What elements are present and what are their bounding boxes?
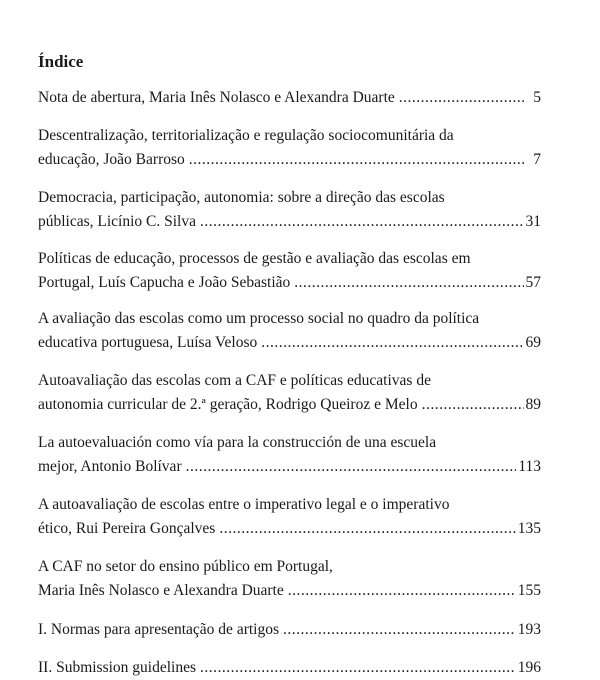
toc-entry-text: mejor, Antonio Bolívar	[38, 458, 182, 475]
dot-leader	[422, 393, 524, 417]
toc-entry-text: Portugal, Luís Capucha e João Sebastião	[38, 274, 291, 291]
toc-entry-text: Nota de abertura, Maria Inês Nolasco e Alexandra Duarte	[38, 89, 395, 106]
toc-entry-last-line	[38, 656, 541, 680]
toc-entry-last-line	[38, 618, 541, 642]
toc-entry-text: Autoavaliação das escolas com a CAF e políticas educativas de	[38, 372, 431, 389]
toc-entry	[38, 431, 541, 479]
toc-entry-text: autonomia curricular de 2.ª geração, Rodrigo Queiroz e Melo	[38, 396, 418, 413]
toc-entry	[38, 656, 541, 680]
dot-leader	[399, 86, 525, 110]
page-number: 7	[533, 151, 541, 168]
toc-entry-text: Democracia, participação, autonomia: sobre a direção das escolas	[38, 189, 445, 206]
toc-entry-text: A autoavaliação de escolas entre o imperativo legal e o imperativo	[38, 496, 450, 513]
toc-entry	[38, 493, 541, 541]
toc-entry	[38, 369, 541, 417]
page-number: 113	[518, 458, 541, 475]
toc-entry-last-line	[38, 455, 541, 479]
toc-entry-text: educação, João Barroso	[38, 151, 185, 168]
toc-entry-text: Políticas de educação, processos de gestão e avaliação das escolas em	[38, 250, 471, 267]
dot-leader	[288, 579, 516, 603]
dot-leader	[283, 618, 516, 642]
page-number: 155	[517, 582, 541, 599]
toc-entry-last-line	[38, 331, 541, 355]
table-of-contents	[38, 86, 541, 680]
page-number: 69	[525, 334, 541, 351]
dot-leader	[219, 517, 515, 541]
page-number: 193	[517, 621, 541, 638]
toc-entry-text: educativa portuguesa, Luísa Veloso	[38, 334, 258, 351]
toc-entry-text: A avaliação das escolas como um processo social no quadro da política	[38, 310, 480, 327]
dot-leader	[294, 271, 523, 295]
toc-entry-text: I. Normas para apresentação de artigos	[38, 621, 279, 638]
toc-entry-text: ético, Rui Pereira Gonçalves	[38, 520, 216, 537]
toc-entry-last-line	[38, 86, 541, 110]
dot-leader	[189, 148, 525, 172]
page-number: 57	[525, 274, 541, 291]
toc-entry-text: A CAF no setor do ensino público em Portugal,	[38, 558, 333, 575]
toc-entry	[38, 555, 541, 603]
toc-entry-text: II. Submission guidelines	[38, 659, 197, 676]
page-number: 196	[517, 659, 541, 676]
toc-entry-last-line	[38, 579, 541, 603]
toc-entry-text: Maria Inês Nolasco e Alexandra Duarte	[38, 582, 284, 599]
toc-entry-text: públicas, Licínio C. Silva	[38, 213, 196, 230]
dot-leader	[261, 331, 523, 355]
page-number: 135	[517, 520, 541, 537]
toc-entry-last-line	[38, 517, 541, 541]
toc-entry-last-line	[38, 148, 541, 172]
toc-entry-last-line	[38, 210, 541, 234]
toc-entry-last-line	[38, 271, 541, 295]
page-number: 5	[533, 89, 541, 106]
toc-entry-text: La autoevaluación como vía para la construcción de una escuela	[38, 434, 437, 451]
toc-entry	[38, 618, 541, 642]
page-number: 89	[525, 396, 541, 413]
dot-leader	[200, 656, 516, 680]
toc-entry	[38, 86, 541, 110]
page-title: Índice	[38, 52, 84, 71]
page-number: 31	[525, 213, 541, 230]
toc-entry	[38, 124, 541, 172]
toc-entry	[38, 307, 541, 355]
toc-entry-last-line	[38, 393, 541, 417]
dot-leader	[200, 210, 524, 234]
dot-leader	[186, 455, 517, 479]
toc-entry	[38, 247, 541, 295]
toc-entry-text: Descentralização, territorialização e regulação sociocomunitária da	[38, 127, 454, 144]
toc-entry	[38, 186, 541, 234]
